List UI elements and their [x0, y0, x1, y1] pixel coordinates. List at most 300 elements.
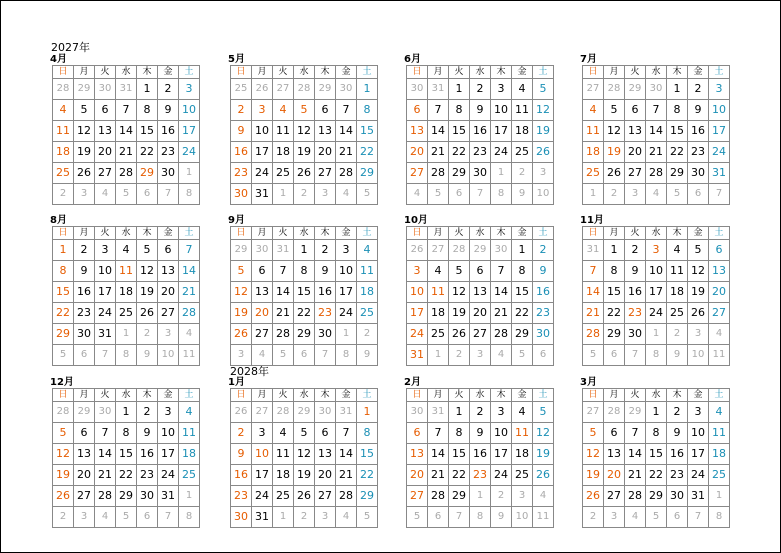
day-cell: 7: [95, 345, 116, 366]
day-cell: 6: [407, 423, 428, 444]
month-grid: [406, 226, 554, 366]
weekday-header: 木: [667, 66, 688, 79]
weekday-header: 木: [667, 227, 688, 240]
day-cell: 18: [428, 303, 449, 324]
day-cell: 3: [688, 402, 709, 423]
day-cell: 5: [407, 507, 428, 528]
day-cell: 16: [470, 121, 491, 142]
day-cell: 14: [116, 121, 137, 142]
day-cell: 4: [512, 79, 533, 100]
day-cell: 21: [95, 465, 116, 486]
day-cell: 29: [470, 240, 491, 261]
weekday-header: 水: [646, 227, 667, 240]
day-cell: 4: [625, 507, 646, 528]
month-label: 10月: [404, 215, 428, 226]
day-cell: 28: [428, 163, 449, 184]
day-cell: 30: [137, 486, 158, 507]
day-cell: 18: [179, 444, 200, 465]
day-cell: 8: [137, 100, 158, 121]
month-calendar: [50, 377, 196, 528]
day-cell: 30: [688, 163, 709, 184]
day-cell: 25: [512, 465, 533, 486]
day-cell: 21: [336, 465, 357, 486]
day-cell: 30: [470, 163, 491, 184]
day-cell: 2: [53, 184, 74, 205]
day-cell: 30: [625, 324, 646, 345]
day-cell: 27: [95, 163, 116, 184]
day-cell: 4: [491, 345, 512, 366]
day-cell: 6: [470, 261, 491, 282]
day-cell: 5: [449, 261, 470, 282]
day-cell: 3: [252, 100, 273, 121]
day-cell: 4: [583, 100, 604, 121]
day-cell: 15: [357, 444, 378, 465]
month-calendar: [404, 377, 550, 528]
weekday-header: 金: [336, 66, 357, 79]
day-cell: 5: [231, 261, 252, 282]
day-cell: 16: [231, 465, 252, 486]
week-row: [53, 261, 200, 282]
day-cell: 2: [667, 324, 688, 345]
day-cell: 30: [74, 324, 95, 345]
weekday-header: 日: [407, 66, 428, 79]
weekday-header: 土: [533, 389, 554, 402]
day-cell: 6: [625, 100, 646, 121]
weekday-header: 月: [428, 389, 449, 402]
day-cell: 6: [688, 184, 709, 205]
day-cell: 23: [315, 303, 336, 324]
week-row: [53, 324, 200, 345]
day-cell: 29: [137, 163, 158, 184]
month-grid: [582, 226, 730, 366]
weekday-header: 火: [95, 227, 116, 240]
day-cell: 26: [231, 402, 252, 423]
day-cell: 15: [116, 444, 137, 465]
day-cell: 8: [179, 184, 200, 205]
day-cell: 7: [336, 423, 357, 444]
day-cell: 10: [688, 345, 709, 366]
day-cell: 20: [252, 303, 273, 324]
day-cell: 2: [512, 163, 533, 184]
day-cell: 5: [137, 240, 158, 261]
day-cell: 24: [158, 465, 179, 486]
day-cell: 29: [604, 324, 625, 345]
day-cell: 19: [449, 303, 470, 324]
month-calendar: [404, 54, 550, 205]
day-cell: 5: [688, 240, 709, 261]
weekday-header: 木: [315, 227, 336, 240]
day-cell: 28: [491, 324, 512, 345]
month-calendar: [580, 54, 726, 205]
day-cell: 5: [273, 345, 294, 366]
day-cell: 1: [646, 402, 667, 423]
week-row: [53, 100, 200, 121]
day-cell: 28: [646, 163, 667, 184]
day-cell: 8: [116, 423, 137, 444]
day-cell: 4: [252, 345, 273, 366]
day-cell: 7: [315, 345, 336, 366]
day-cell: 7: [336, 100, 357, 121]
week-row: [231, 303, 378, 324]
day-cell: 17: [252, 142, 273, 163]
day-cell: 5: [53, 345, 74, 366]
day-cell: 30: [336, 79, 357, 100]
week-row: [231, 324, 378, 345]
week-row: [53, 184, 200, 205]
day-cell: 4: [95, 184, 116, 205]
day-cell: 27: [273, 79, 294, 100]
day-cell: 15: [449, 444, 470, 465]
day-cell: 31: [407, 345, 428, 366]
day-cell: 5: [583, 423, 604, 444]
day-cell: 30: [407, 79, 428, 100]
weekday-header: 日: [407, 389, 428, 402]
day-cell: 7: [709, 184, 730, 205]
weekday-header: 金: [512, 389, 533, 402]
day-cell: 13: [315, 121, 336, 142]
day-cell: 21: [583, 303, 604, 324]
day-cell: 6: [137, 184, 158, 205]
day-cell: 11: [273, 444, 294, 465]
day-cell: 1: [116, 324, 137, 345]
day-cell: 5: [533, 79, 554, 100]
week-row: [231, 240, 378, 261]
day-cell: 5: [74, 100, 95, 121]
day-cell: 31: [273, 240, 294, 261]
weekday-header: 水: [294, 227, 315, 240]
day-cell: 10: [709, 100, 730, 121]
day-cell: 3: [604, 507, 625, 528]
day-cell: 1: [357, 79, 378, 100]
weekday-header: 木: [315, 389, 336, 402]
day-cell: 3: [709, 79, 730, 100]
day-cell: 15: [646, 444, 667, 465]
weekday-header: 日: [53, 66, 74, 79]
day-cell: 10: [179, 100, 200, 121]
day-cell: 6: [158, 240, 179, 261]
day-cell: 27: [74, 486, 95, 507]
day-cell: 23: [625, 303, 646, 324]
day-cell: 24: [709, 142, 730, 163]
day-cell: 8: [646, 423, 667, 444]
day-cell: 13: [604, 444, 625, 465]
day-cell: 4: [179, 324, 200, 345]
weekday-header: 日: [583, 389, 604, 402]
day-cell: 6: [294, 345, 315, 366]
week-row: [407, 79, 554, 100]
weekday-header: 月: [428, 66, 449, 79]
day-cell: 3: [491, 402, 512, 423]
week-row: [53, 79, 200, 100]
weekday-header: 金: [512, 66, 533, 79]
day-cell: 30: [646, 79, 667, 100]
day-cell: 12: [53, 444, 74, 465]
week-row: [53, 142, 200, 163]
day-cell: 12: [449, 282, 470, 303]
day-cell: 14: [428, 444, 449, 465]
week-row: [231, 100, 378, 121]
day-cell: 1: [470, 486, 491, 507]
day-cell: 30: [315, 324, 336, 345]
weekday-header: 月: [74, 227, 95, 240]
week-row: [583, 324, 730, 345]
day-cell: 20: [315, 142, 336, 163]
day-cell: 8: [491, 184, 512, 205]
day-cell: 17: [688, 444, 709, 465]
weekday-header: 金: [336, 389, 357, 402]
day-cell: 7: [688, 507, 709, 528]
weekday-header: 土: [533, 66, 554, 79]
day-cell: 28: [336, 486, 357, 507]
day-cell: 3: [252, 423, 273, 444]
weekday-header: 金: [512, 227, 533, 240]
day-cell: 11: [709, 423, 730, 444]
month-label: 7月: [580, 54, 597, 65]
week-row: [53, 163, 200, 184]
day-cell: 29: [625, 402, 646, 423]
month-calendar: [228, 215, 374, 366]
day-cell: 16: [667, 444, 688, 465]
day-cell: 28: [273, 402, 294, 423]
weekday-header: 火: [449, 66, 470, 79]
day-cell: 18: [583, 142, 604, 163]
day-cell: 30: [315, 402, 336, 423]
day-cell: 16: [315, 282, 336, 303]
day-cell: 22: [357, 142, 378, 163]
month-grid: [52, 226, 200, 366]
week-row: [583, 465, 730, 486]
week-row: [583, 79, 730, 100]
day-cell: 12: [583, 444, 604, 465]
day-cell: 22: [646, 465, 667, 486]
day-cell: 30: [231, 184, 252, 205]
day-cell: 27: [470, 324, 491, 345]
day-cell: 8: [512, 261, 533, 282]
day-cell: 10: [512, 507, 533, 528]
day-cell: 16: [74, 282, 95, 303]
day-cell: 26: [294, 486, 315, 507]
week-row: [407, 444, 554, 465]
day-cell: 25: [583, 163, 604, 184]
week-row: [407, 486, 554, 507]
day-cell: 2: [231, 423, 252, 444]
week-row: [53, 423, 200, 444]
week-row: [583, 100, 730, 121]
day-cell: 22: [512, 303, 533, 324]
day-cell: 24: [491, 142, 512, 163]
day-cell: 23: [231, 163, 252, 184]
day-cell: 10: [646, 261, 667, 282]
day-cell: 21: [428, 465, 449, 486]
day-cell: 17: [491, 444, 512, 465]
day-cell: 4: [336, 184, 357, 205]
day-cell: 18: [273, 142, 294, 163]
day-cell: 14: [336, 121, 357, 142]
day-cell: 30: [95, 402, 116, 423]
week-row: [53, 282, 200, 303]
day-cell: 28: [95, 486, 116, 507]
weekday-header: 水: [470, 227, 491, 240]
day-cell: 31: [252, 184, 273, 205]
day-cell: 8: [667, 100, 688, 121]
weekday-header: 日: [407, 227, 428, 240]
day-cell: 25: [179, 465, 200, 486]
day-cell: 28: [273, 324, 294, 345]
day-cell: 9: [667, 423, 688, 444]
day-cell: 6: [137, 507, 158, 528]
month-grid: [406, 388, 554, 528]
day-cell: 16: [231, 142, 252, 163]
weekday-header: 木: [667, 389, 688, 402]
weekday-header: 月: [604, 389, 625, 402]
day-cell: 22: [137, 142, 158, 163]
day-cell: 13: [407, 444, 428, 465]
day-cell: 28: [116, 163, 137, 184]
day-cell: 7: [179, 240, 200, 261]
day-cell: 31: [428, 402, 449, 423]
weekday-header: 土: [533, 227, 554, 240]
day-cell: 16: [137, 444, 158, 465]
day-cell: 1: [179, 163, 200, 184]
weekday-header: 水: [116, 66, 137, 79]
day-cell: 25: [428, 324, 449, 345]
day-cell: 5: [53, 423, 74, 444]
day-cell: 17: [158, 444, 179, 465]
day-cell: 1: [53, 240, 74, 261]
day-cell: 11: [357, 261, 378, 282]
day-cell: 7: [625, 423, 646, 444]
day-cell: 28: [604, 402, 625, 423]
day-cell: 16: [158, 121, 179, 142]
day-cell: 19: [294, 465, 315, 486]
month-calendar: [580, 215, 726, 366]
day-cell: 26: [294, 163, 315, 184]
day-cell: 25: [231, 79, 252, 100]
week-row: [583, 303, 730, 324]
day-cell: 3: [625, 184, 646, 205]
day-cell: 1: [273, 184, 294, 205]
day-cell: 24: [646, 303, 667, 324]
day-cell: 3: [533, 163, 554, 184]
day-cell: 25: [53, 163, 74, 184]
day-cell: 9: [533, 261, 554, 282]
month-label: 8月: [50, 215, 67, 226]
day-cell: 9: [137, 423, 158, 444]
month-calendar: [228, 377, 374, 528]
day-cell: 5: [428, 184, 449, 205]
day-cell: 20: [407, 465, 428, 486]
day-cell: 5: [116, 507, 137, 528]
day-cell: 10: [491, 100, 512, 121]
day-cell: 20: [95, 142, 116, 163]
weekday-header: 土: [179, 227, 200, 240]
day-cell: 19: [533, 121, 554, 142]
day-cell: 5: [583, 345, 604, 366]
month-grid: [582, 65, 730, 205]
day-cell: 31: [583, 240, 604, 261]
month-label: 6月: [404, 54, 421, 65]
day-cell: 11: [428, 282, 449, 303]
day-cell: 18: [116, 282, 137, 303]
day-cell: 29: [625, 79, 646, 100]
week-row: [231, 142, 378, 163]
day-cell: 29: [512, 324, 533, 345]
day-cell: 28: [53, 79, 74, 100]
day-cell: 19: [137, 282, 158, 303]
weekday-header: 金: [688, 227, 709, 240]
week-row: [231, 121, 378, 142]
day-cell: 11: [709, 345, 730, 366]
day-cell: 12: [137, 261, 158, 282]
day-cell: 8: [179, 507, 200, 528]
day-cell: 19: [688, 282, 709, 303]
day-cell: 11: [53, 121, 74, 142]
day-cell: 1: [116, 402, 137, 423]
day-cell: 6: [95, 100, 116, 121]
month-calendar: [50, 215, 196, 366]
week-row: [53, 402, 200, 423]
day-cell: 4: [709, 324, 730, 345]
weekday-header: 日: [53, 389, 74, 402]
day-cell: 10: [252, 121, 273, 142]
day-cell: 3: [231, 345, 252, 366]
day-cell: 22: [294, 303, 315, 324]
day-cell: 10: [158, 345, 179, 366]
weekday-header: 月: [428, 227, 449, 240]
day-cell: 26: [604, 163, 625, 184]
day-cell: 30: [95, 79, 116, 100]
week-row: [53, 444, 200, 465]
weekday-header: 土: [709, 227, 730, 240]
day-cell: 2: [470, 79, 491, 100]
day-cell: 28: [604, 79, 625, 100]
day-cell: 4: [273, 423, 294, 444]
week-row: [407, 303, 554, 324]
day-cell: 9: [470, 100, 491, 121]
day-cell: 31: [95, 324, 116, 345]
month-grid: [230, 388, 378, 528]
day-cell: 4: [336, 507, 357, 528]
week-row: [53, 240, 200, 261]
day-cell: 8: [336, 345, 357, 366]
month-label: 9月: [228, 215, 245, 226]
day-cell: 17: [95, 282, 116, 303]
day-cell: 4: [646, 184, 667, 205]
day-cell: 13: [252, 282, 273, 303]
day-cell: 2: [137, 324, 158, 345]
day-cell: 20: [709, 282, 730, 303]
weekday-header: 火: [273, 389, 294, 402]
week-row: [407, 345, 554, 366]
day-cell: 28: [449, 240, 470, 261]
week-row: [583, 121, 730, 142]
day-cell: 24: [336, 303, 357, 324]
day-cell: 4: [53, 100, 74, 121]
day-cell: 6: [74, 345, 95, 366]
day-cell: 13: [158, 261, 179, 282]
day-cell: 30: [533, 324, 554, 345]
week-row: [583, 423, 730, 444]
weekday-header: 水: [116, 227, 137, 240]
weekday-header: 火: [625, 389, 646, 402]
day-cell: 11: [667, 261, 688, 282]
day-cell: 5: [357, 184, 378, 205]
day-cell: 3: [158, 402, 179, 423]
day-cell: 22: [357, 465, 378, 486]
day-cell: 6: [709, 240, 730, 261]
month-label: 2月: [404, 377, 421, 388]
day-cell: 27: [583, 402, 604, 423]
